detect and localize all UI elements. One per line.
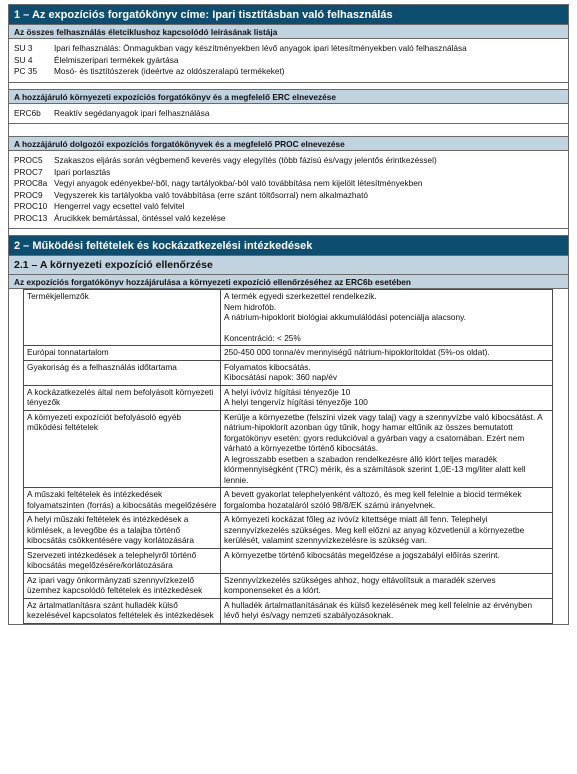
item-text: Ipari felhasználás: Önmagukban vagy készítményekben lévő anyagok ipari létesítményekben való felhasználása (54, 43, 467, 53)
condition-value (221, 290, 553, 346)
table-row (24, 548, 553, 573)
condition-value (221, 488, 553, 513)
list-item (14, 43, 563, 55)
item-text: Vegyi anyagok edényekbe/-ből, nagy tartályokba/-ból való továbbítása nem kijelölt létesítményekben (54, 178, 423, 188)
value-line: Nem hidrofób. (224, 301, 277, 312)
table-row (24, 346, 553, 361)
value-line: Kerülje a környezetbe (felszíni vizek vagy talaj) vagy a szennyvízbe való kibocsátást. A nátrium-hipoklorit azonban úgy tűnik, hogy hamar eltűnik az összes bemutatott forgatókönyv esetén: gyors redukcióval a gyárban vagy a csatornában. Ezért nem várható a környezetbe történő kibocsátás. (224, 411, 543, 453)
item-text: Ipari porlasztás (54, 166, 111, 177)
item-text: Vegyszerek kis tartályokba való továbbítása (erre szánt töltősorral) nem alkalmazható (54, 189, 369, 200)
condition-label: Termékjellemzők (24, 290, 221, 346)
item-text: Árucikkek bemártással, öntéssel való kezelése (54, 212, 226, 223)
table-row (24, 290, 553, 346)
condition-value (221, 548, 553, 573)
section-2-1-title: 2.1 – A környezeti expozíció ellenőrzése (9, 256, 568, 275)
value-line: A legrosszabb esetben a szabadon rendelkezésre álló klórt teljes maradék klórmennyiségként (TRC) mérik, és a számítások szerint 1,0E-13 mg/liter alatt kell lennie. (224, 453, 526, 485)
condition-value (221, 513, 553, 549)
item-text: Hengerrel vagy ecsettel való felvitel (54, 201, 185, 211)
item-code: PC 35 (14, 66, 38, 76)
conditions-table (23, 289, 553, 624)
value-line: A nátrium-hipoklorit biológiai akkumulálódási potenciálja alacsony. (224, 312, 466, 322)
value-line: A hulladék ártalmatlanításának és külső kezelésének meg kell felelnie az érvényben lévő helyi és/vagy nemzeti szabályozásoknak. (224, 599, 533, 620)
condition-value (221, 598, 553, 623)
value-line: A termék egyedi szerkezettel rendelkezik. (224, 291, 377, 301)
item-code: SU 4 (14, 54, 33, 65)
item-text: Élelmiszeripari termékek gyártása (54, 54, 179, 65)
condition-label: A kockázatkezelés által nem befolyásolt környezeti tényezők (24, 385, 221, 410)
su-list-header: Az összes felhasználás életciklushoz kapcsolódó leírásának listája (9, 25, 568, 39)
erc-list-header: A hozzájáruló környezeti expozíciós forgatókönyv és a megfelelő ERC elnevezése (9, 90, 568, 104)
item-text: Mosó- és tisztítószerek (ideértve az oldószeralapú termékeket) (54, 66, 285, 76)
item-code: PROC8a (14, 178, 48, 188)
condition-value (221, 573, 553, 598)
conditions-table-body (24, 290, 553, 624)
item-code: PROC7 (14, 166, 43, 177)
section-1-title: 1 – Az expozíciós forgatókönyv címe: Ipari tisztításban való felhasználás (9, 5, 568, 25)
value-line: A környezetbe történő kibocsátás megelőzése a jogszabályi előírás szerint. (224, 549, 500, 560)
section-2-1-header: Az expozíciós forgatókönyv hozzájárulása a környezeti expozíció ellenőrzéséhez az ERC6b esetében (9, 275, 568, 289)
item-code: PROC10 (14, 201, 48, 211)
list-item (14, 213, 563, 225)
value-line: A helyi tengervíz hígítási tényezője 100 (224, 397, 368, 407)
condition-label: A műszaki feltételek és intézkedések folyamatszinten (forrás) a kibocsátás megelőzésére (24, 488, 221, 513)
list-item (14, 66, 563, 78)
condition-value (221, 410, 553, 488)
table-row (24, 410, 553, 488)
condition-label: Gyakoriság és a felhasználás időtartama (24, 360, 221, 385)
value-line: A bevett gyakorlat telephelyenként változó, és meg kell felelnie a biocid termékek forgalomba hozataláról szóló 98/8/EK számú irányelvnek. (224, 489, 522, 510)
su-list (9, 39, 568, 83)
value-line: 250-450 000 tonna/év mennyiségű nátrium-hipokloritoldat (5%-os oldat). (224, 347, 490, 357)
item-text: Reaktív segédanyagok ipari felhasználása (54, 107, 210, 118)
proc-list (9, 151, 568, 229)
section-2-title: 2 – Működési feltételek és kockázatkezelési intézkedések (9, 236, 568, 256)
value-line: Kibocsátási napok: 360 nap/év (224, 372, 338, 382)
list-item (14, 55, 563, 67)
item-code: PROC5 (14, 155, 43, 165)
item-code: SU 3 (14, 43, 33, 53)
table-row (24, 598, 553, 623)
condition-label: Szervezeti intézkedések a telephelyről történő kibocsátás megelőzésére/korlátozására (24, 548, 221, 573)
condition-value (221, 385, 553, 410)
conditions-table-wrap (9, 289, 568, 624)
list-item (14, 155, 563, 167)
list-item (14, 167, 563, 179)
document-page (8, 4, 569, 625)
table-row (24, 488, 553, 513)
table-row (24, 513, 553, 549)
condition-value (221, 360, 553, 385)
value-line (224, 323, 549, 333)
proc-list-header: A hozzájáruló dolgozói expozíciós forgatókönyvek és a megfelelő PROC elnevezése (9, 137, 568, 151)
spacer (9, 83, 568, 90)
list-item (14, 201, 563, 213)
erc-list (9, 104, 568, 125)
table-row (24, 360, 553, 385)
condition-label: Az ártalmatlanításra szánt hulladék külső kezelésével kapcsolatos feltételek és intézkedések (24, 598, 221, 623)
list-item (14, 108, 563, 120)
item-code: PROC9 (14, 189, 43, 200)
condition-value (221, 346, 553, 361)
item-code: ERC6b (14, 107, 41, 118)
table-row (24, 573, 553, 598)
spacer (9, 124, 568, 137)
value-line: Szennyvízkezelés szükséges ahhoz, hogy eltávolítsuk a maradék szerves komponenseket és a klórt. (224, 574, 496, 595)
list-item (14, 190, 563, 202)
table-row (24, 385, 553, 410)
condition-label: Az ipari vagy önkormányzati szennyvízkezelő üzemhez kapcsolódó feltételek és intézkedések (24, 573, 221, 598)
condition-label: A helyi műszaki feltételek és intézkedések a kömlések, a levegőbe és a talajba történő kibocsátás csökkentésére vagy korlátozására (24, 513, 221, 549)
value-line: Folyamatos kibocsátás. (224, 361, 311, 372)
list-item (14, 178, 563, 190)
value-line: A környezeti kockázat főleg az ivóvíz kitettsége miatt áll fenn. Telephelyi szennyvízkezelés szükséges. Meg kell előzni az anyag közvetlenül a környezetbe kerülését, valamint szennyvízkezelésre is szükség van. (224, 514, 525, 545)
value-line: Koncentráció: < 25% (224, 332, 301, 343)
condition-label: Európai tonnatartalom (24, 346, 221, 361)
item-code: PROC13 (14, 212, 48, 223)
spacer (9, 229, 568, 236)
item-text: Szakaszos eljárás során végbemenő keverés vagy elegyítés (több fázisú és/vagy jelentős érintkezéssel) (54, 155, 437, 165)
value-line: A helyi ivóvíz hígítási tényezője 10 (224, 386, 351, 397)
condition-label: A környezeti expozíciót befolyásoló egyéb működési feltételek (24, 410, 221, 488)
